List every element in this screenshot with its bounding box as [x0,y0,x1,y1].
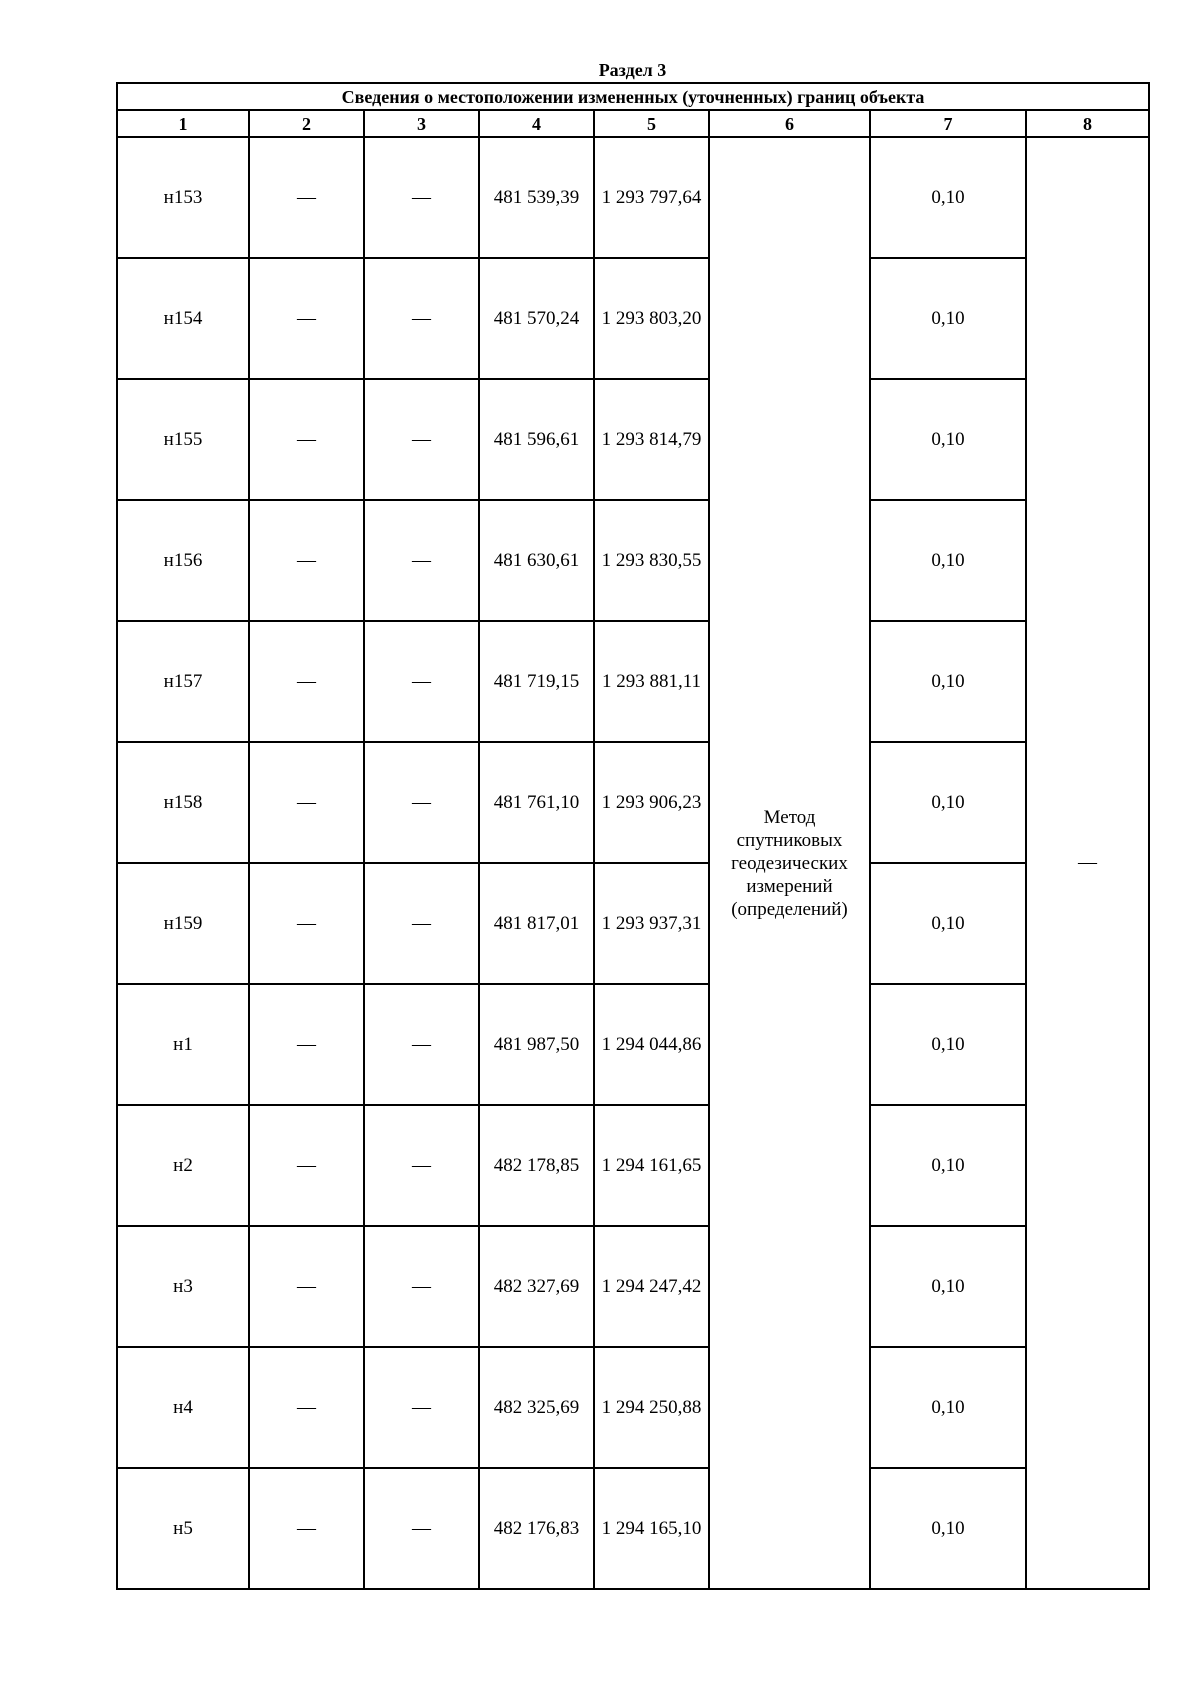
table-row [117,1347,1149,1468]
accuracy-cell: 0,10 [870,742,1026,863]
column-3-cell: — [364,258,479,379]
table-body [117,137,1149,1589]
accuracy-cell: 0,10 [870,1347,1026,1468]
y-coordinate-cell: 1 293 803,20 [594,258,709,379]
accuracy-cell: 0,10 [870,1105,1026,1226]
method-cell [709,137,870,1589]
column-3-cell: — [364,621,479,742]
point-name-cell: н157 [117,621,249,742]
point-name-cell: н156 [117,500,249,621]
column-3-cell: — [364,742,479,863]
column-3-cell: — [364,1226,479,1347]
column-2-cell: — [249,1226,364,1347]
point-name-cell: н154 [117,258,249,379]
accuracy-cell: 0,10 [870,500,1026,621]
point-name-cell: н2 [117,1105,249,1226]
table-row [117,379,1149,500]
column-2-cell: — [249,258,364,379]
y-coordinate-cell: 1 293 830,55 [594,500,709,621]
x-coordinate-cell: 481 719,15 [479,621,594,742]
table-row [117,137,1149,258]
column-number: 6 [709,110,870,137]
column-3-cell: — [364,984,479,1105]
column-number: 7 [870,110,1026,137]
boundary-coordinates-table [116,82,1150,1590]
y-coordinate-cell: 1 294 161,65 [594,1105,709,1226]
column-2-cell: — [249,379,364,500]
table-row [117,500,1149,621]
y-coordinate-cell: 1 293 881,11 [594,621,709,742]
y-coordinate-cell: 1 293 814,79 [594,379,709,500]
x-coordinate-cell: 481 596,61 [479,379,594,500]
column-3-cell: — [364,863,479,984]
column-3-cell: — [364,1468,479,1589]
accuracy-cell: 0,10 [870,1226,1026,1347]
y-coordinate-cell: 1 293 937,31 [594,863,709,984]
y-coordinate-cell: 1 294 044,86 [594,984,709,1105]
table-row [117,984,1149,1105]
x-coordinate-cell: 481 761,10 [479,742,594,863]
x-coordinate-cell: 481 630,61 [479,500,594,621]
column-3-cell: — [364,1347,479,1468]
y-coordinate-cell: 1 293 797,64 [594,137,709,258]
section-title: Раздел 3 [598,60,667,80]
column-2-cell: — [249,863,364,984]
column-2-cell: — [249,137,364,258]
accuracy-cell: 0,10 [870,1468,1026,1589]
table-row [117,1468,1149,1589]
method-text-line: (определений) [731,898,848,920]
accuracy-cell: 0,10 [870,621,1026,742]
accuracy-cell: 0,10 [870,984,1026,1105]
column-8-cell: — [1026,137,1149,1589]
column-3-cell: — [364,500,479,621]
accuracy-cell: 0,10 [870,137,1026,258]
method-text-line: геодезических [731,852,848,874]
table-row [117,863,1149,984]
column-2-cell: — [249,1105,364,1226]
column-3-cell: — [364,379,479,500]
point-name-cell: н3 [117,1226,249,1347]
point-name-cell: н4 [117,1347,249,1468]
column-number: 2 [249,110,364,137]
column-number: 5 [594,110,709,137]
x-coordinate-cell: 481 987,50 [479,984,594,1105]
point-name-cell: н158 [117,742,249,863]
y-coordinate-cell: 1 294 165,10 [594,1468,709,1589]
table-caption: Сведения о местоположении измененных (уточненных) границ объекта [117,83,1149,110]
method-text-line: спутниковых [736,829,843,851]
method-text-line: Метод [763,806,816,828]
x-coordinate-cell: 482 178,85 [479,1105,594,1226]
column-number-row [117,110,1149,137]
point-name-cell: н155 [117,379,249,500]
column-2-cell: — [249,984,364,1105]
column-2-cell: — [249,1347,364,1468]
column-2-cell: — [249,621,364,742]
table-row [117,742,1149,863]
column-2-cell: — [249,742,364,863]
x-coordinate-cell: 481 817,01 [479,863,594,984]
column-3-cell: — [364,137,479,258]
point-name-cell: н159 [117,863,249,984]
y-coordinate-cell: 1 294 247,42 [594,1226,709,1347]
x-coordinate-cell: 482 176,83 [479,1468,594,1589]
x-coordinate-cell: 481 539,39 [479,137,594,258]
y-coordinate-cell: 1 294 250,88 [594,1347,709,1468]
x-coordinate-cell: 481 570,24 [479,258,594,379]
column-number: 4 [479,110,594,137]
point-name-cell: н5 [117,1468,249,1589]
method-text-line: измерений [746,875,833,897]
accuracy-cell: 0,10 [870,258,1026,379]
column-3-cell: — [364,1105,479,1226]
point-name-cell: н153 [117,137,249,258]
table-row [117,1105,1149,1226]
point-name-cell: н1 [117,984,249,1105]
accuracy-cell: 0,10 [870,379,1026,500]
column-number: 8 [1026,110,1149,137]
column-number: 1 [117,110,249,137]
table-row [117,258,1149,379]
accuracy-cell: 0,10 [870,863,1026,984]
table-row [117,621,1149,742]
x-coordinate-cell: 482 325,69 [479,1347,594,1468]
column-2-cell: — [249,1468,364,1589]
table-row [117,1226,1149,1347]
column-number: 3 [364,110,479,137]
column-2-cell: — [249,500,364,621]
y-coordinate-cell: 1 293 906,23 [594,742,709,863]
x-coordinate-cell: 482 327,69 [479,1226,594,1347]
